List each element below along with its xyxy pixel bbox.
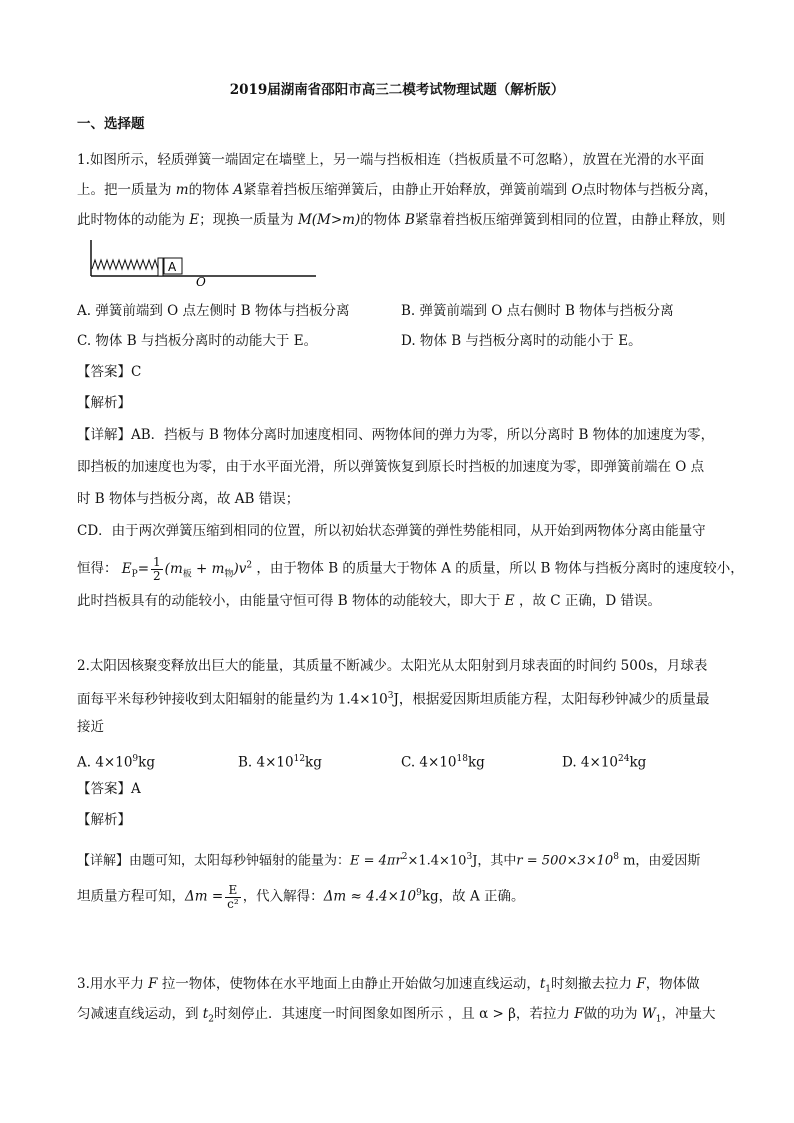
q2-detail-line1: 【详解】由题可知，太阳每秒钟辐射的能量为：$E = 4\pi r^2\times 1.4\times 10^3J$，其中$r = 500\times 3\times 10^8$ m，由爱因斯 [77, 852, 701, 869]
q1-stem-line3: 此时物体的动能为 E；现换一质量为 M(M>m)的物体 B紧靠着挡板压缩弹簧到相同的位置，由静止释放，则 [77, 212, 726, 228]
q1-detail-line1: 【详解】AB．挡板与 B 物体分离时加速度相同、两物体间的弹力为零，所以分离时 B 物体的加速度为零， [77, 427, 715, 443]
q2-option-d: D. $4\times 10^{24}kg$ [562, 754, 647, 771]
q2-option-a: A. $4\times 10^9kg$ [77, 754, 155, 771]
q2-option-c: C. $4\times 10^{18}kg$ [401, 754, 485, 771]
q2-stem-line3: 接近 [77, 719, 104, 735]
q1-detail-line5: 恒得： $E_P=$ $\frac{1}{2}$ $(m_板 + m_物)v^2$ ，由于物体 B 的质量大于物体 A 的质量，所以 B 物体与挡板分离时的速度较小， [77, 554, 744, 583]
q3-stem-line2: 匀减速直线运动，到 $t_2$时刻停止．其速度一时间图象如图所示 ，且 α > β，若拉力 F做的功为 $W_1$，冲量大 [77, 1006, 716, 1025]
block-a-label: A [168, 260, 177, 274]
q1-detail-line4: CD．由于两次弹簧压缩到相同的位置，所以初始状态弹簧的弹性势能相同，从开始到两物体分离由能量守 [77, 523, 706, 539]
spring-coil [92, 260, 158, 269]
q1-option-c: C. 物体 B 与挡板分离时的动能大于 E。 [77, 333, 318, 349]
q1-option-a: A. 弹簧前端到 O 点左侧时 B 物体与挡板分离 [77, 303, 350, 319]
q1-detail-line3: 时 B 物体与挡板分离，故 AB 错误； [77, 491, 300, 507]
q2-stem-line2: 面每平米每秒钟接收到太阳辐射的能量约为 $1.4\times 10^3J$，根据爱因斯坦质能方程，太阳每秒钟减少的质量最 [77, 691, 710, 708]
q1-stem-line2: 上。把一质量为 m的物体 A紧靠着挡板压缩弹簧后，由静止开始释放，弹簧前端到 O点时物体与挡板分离， [77, 182, 718, 198]
baffle-plate [158, 258, 163, 276]
q1-detail-line6: 此时挡板具有的动能较小，由能量守恒可得 B 物体的动能较大，即大于 E ，故 C 正确，D 错误。 [77, 593, 661, 609]
section-heading: 一、选择题 [77, 116, 145, 132]
spring-figure [88, 236, 318, 288]
q1-answer: 【答案】C [77, 364, 142, 380]
q2-answer: 【答案】A [77, 781, 141, 797]
q2-option-b: B. $4\times 10^{12}kg$ [238, 754, 322, 771]
q1-detail-line2: 即挡板的加速度也为零，由于水平面光滑，所以弹簧恢复到原长时挡板的加速度为零，即弹簧前端在 O 点 [77, 459, 705, 475]
point-o-label: O [196, 275, 206, 288]
energy-formula: $E_P=$ $\frac{1}{2}$ $(m_板 + m_物)v^2$ [121, 554, 253, 583]
q1-stem-line1: 1.如图所示，轻质弹簧一端固定在墙壁上，另一端与挡板相连（挡板质量不可忽略），放置在光滑的水平面 [77, 152, 705, 168]
q1-analysis-heading: 【解析】 [77, 395, 131, 411]
q3-stem-line1: 3.用水平力 F 拉一物体，使物体在水平地面上由静止开始做匀加速直线运动，$t_1$时刻撤去拉力 F，物体做 [77, 976, 700, 995]
q2-analysis-heading: 【解析】 [77, 812, 131, 828]
q1-option-d: D. 物体 B 与挡板分离时的动能小于 E。 [401, 333, 642, 349]
document-title: 2019届湖南省邵阳市高三二模考试物理试题（解析版） [229, 82, 565, 98]
q2-detail-line2: 坦质量方程可知，Δm = $\frac{E}{\text{c²}}$ ，代入解得：$\Delta m \approx 4.4\times 10^9kg$，故 A 正确。 [77, 882, 525, 911]
q1-option-b: B. 弹簧前端到 O 点右侧时 B 物体与挡板分离 [401, 303, 674, 319]
q2-stem-line1: 2.太阳因核聚变释放出巨大的能量，其质量不断减少。太阳光从太阳射到月球表面的时间约 500s，月球表 [77, 658, 708, 674]
